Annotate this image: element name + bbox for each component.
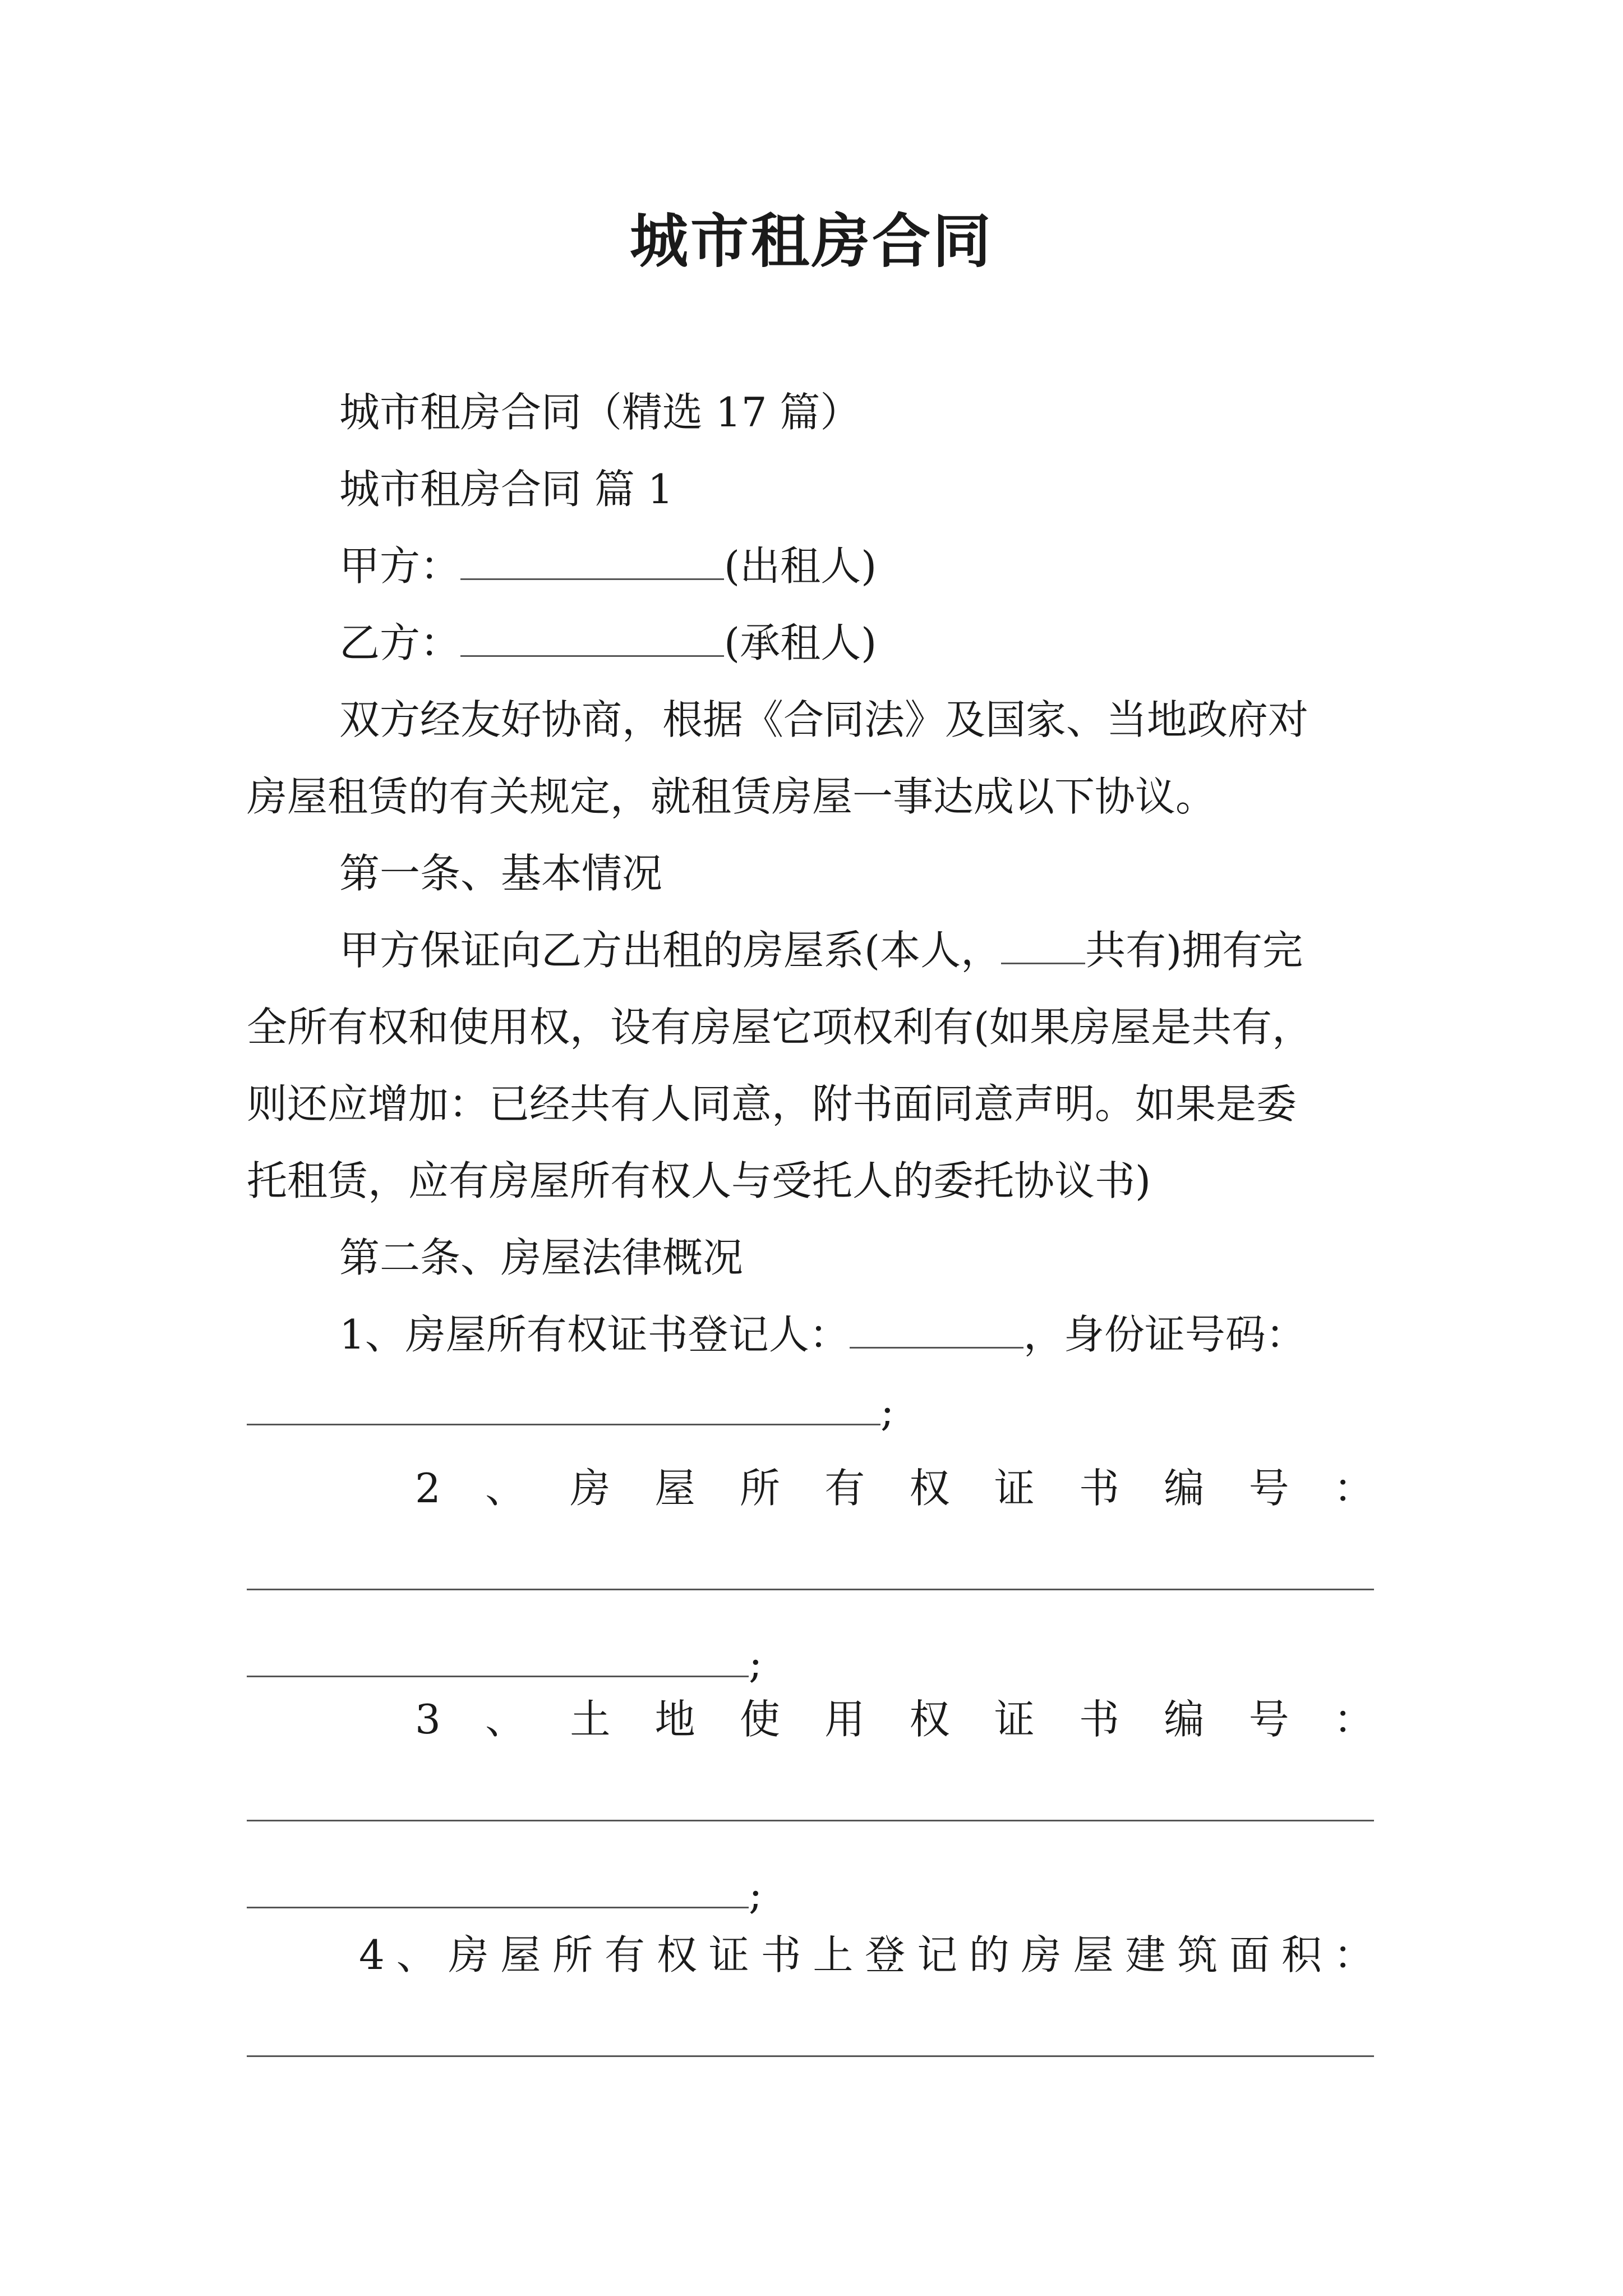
item-4-char: 权 bbox=[656, 1931, 697, 1978]
party-a-line bbox=[247, 535, 1374, 597]
item-2-char: 所 bbox=[739, 1465, 780, 1512]
item-4-char: 积 bbox=[1281, 1931, 1322, 1978]
article-1-heading: 第一条、基本情况 bbox=[339, 850, 663, 897]
item-4-char: 4 bbox=[359, 1931, 385, 1978]
item-4-char: 、 bbox=[396, 1931, 437, 1978]
item-4-char: 屋 bbox=[500, 1931, 541, 1978]
item-3-char: 用 bbox=[824, 1696, 865, 1743]
registrant-blank bbox=[850, 1308, 1023, 1349]
item-2-blank-rule bbox=[247, 1589, 1374, 1590]
party-a-role: (出租人) bbox=[724, 542, 877, 590]
item-2-char: 有 bbox=[824, 1465, 865, 1512]
party-b-role: (承租人) bbox=[724, 619, 877, 666]
item-4-char: 房 bbox=[448, 1931, 489, 1978]
item-3-char: 证 bbox=[994, 1696, 1035, 1743]
item-2-char: 屋 bbox=[654, 1465, 695, 1512]
party-b-label: 乙方： bbox=[339, 619, 461, 666]
item-3-char: 编 bbox=[1164, 1696, 1205, 1743]
item-3-line bbox=[247, 1688, 1374, 1750]
item-4-char: 登 bbox=[865, 1931, 906, 1978]
item-3-char: 书 bbox=[1079, 1696, 1120, 1743]
item-4-char: 屋 bbox=[1073, 1931, 1114, 1978]
item-4-char: ： bbox=[1333, 1931, 1374, 1978]
document-title: 城市租房合同 bbox=[629, 206, 993, 275]
item-4-char: 证 bbox=[708, 1931, 749, 1978]
item-2-end-line bbox=[247, 1632, 1374, 1694]
party-b-blank bbox=[460, 616, 724, 657]
id-number-line bbox=[247, 1381, 1374, 1442]
item-2-line bbox=[247, 1457, 1374, 1519]
item-4-char: 建 bbox=[1125, 1931, 1166, 1978]
item-4-char: 面 bbox=[1229, 1931, 1270, 1978]
party-b-line bbox=[247, 612, 1374, 674]
item-4-blank-rule bbox=[247, 2055, 1374, 2057]
item-2-char: 、 bbox=[485, 1465, 526, 1512]
item-4-char: 的 bbox=[969, 1931, 1009, 1978]
intro-line-2: 房屋租赁的有关规定，就租赁房屋一事达成以下协议。 bbox=[247, 773, 1216, 820]
document-subtitle: 城市租房合同（精选 17 篇） bbox=[339, 389, 861, 436]
item-2-blank-end bbox=[247, 1636, 749, 1677]
item-2-char: 书 bbox=[1079, 1465, 1120, 1512]
item-4-char: 所 bbox=[552, 1931, 593, 1978]
item-2-char: 权 bbox=[909, 1465, 950, 1512]
item-3-char: 地 bbox=[654, 1696, 695, 1743]
item-3-char: 、 bbox=[485, 1696, 526, 1743]
item-3-char: 3 bbox=[415, 1696, 441, 1743]
item-3-end-line bbox=[247, 1864, 1374, 1925]
item-4-char: 上 bbox=[813, 1931, 854, 1978]
item-4-char: 有 bbox=[605, 1931, 645, 1978]
item-1-line bbox=[247, 1304, 1374, 1365]
item-4-char: 房 bbox=[1021, 1931, 1062, 1978]
semicolon: ; bbox=[880, 1388, 895, 1435]
item-2-char: 证 bbox=[994, 1465, 1035, 1512]
item-3-blank-rule bbox=[247, 1820, 1374, 1821]
article-1-line-1 bbox=[247, 919, 1374, 981]
article-1-line-4: 托租赁，应有房屋所有权人与受托人的委托协议书) bbox=[247, 1157, 1151, 1204]
item-3-char: 使 bbox=[739, 1696, 780, 1743]
item-2-char: 房 bbox=[570, 1465, 611, 1512]
article-1-text-b: 共有)拥有完 bbox=[1085, 927, 1303, 974]
article-1-text-a: 甲方保证向乙方出租的房屋系(本人， bbox=[339, 927, 1002, 974]
item-3-char: 权 bbox=[909, 1696, 950, 1743]
item-1-text-a: 1、房屋所有权证书登记人： bbox=[339, 1311, 850, 1358]
semicolon: ; bbox=[749, 1871, 763, 1918]
item-3-char: ： bbox=[1333, 1696, 1374, 1743]
id-number-blank bbox=[247, 1384, 880, 1425]
semicolon: ; bbox=[749, 1640, 763, 1687]
item-3-char: 土 bbox=[570, 1696, 611, 1743]
item-1-text-b: ，身份证号码： bbox=[1023, 1311, 1306, 1358]
item-2-char: 编 bbox=[1164, 1465, 1205, 1512]
co-owner-blank bbox=[1001, 923, 1085, 964]
item-4-char: 记 bbox=[917, 1931, 958, 1978]
item-4-char: 书 bbox=[760, 1931, 801, 1978]
item-2-char: 号 bbox=[1248, 1465, 1289, 1512]
item-4-line bbox=[247, 1924, 1374, 1986]
party-a-label: 甲方： bbox=[339, 542, 461, 590]
item-4-char: 筑 bbox=[1177, 1931, 1218, 1978]
party-a-blank bbox=[460, 539, 724, 580]
item-2-char: 2 bbox=[415, 1465, 441, 1512]
section-heading: 城市租房合同 篇 1 bbox=[339, 466, 674, 513]
article-2-heading: 第二条、房屋法律概况 bbox=[339, 1234, 744, 1281]
item-3-char: 号 bbox=[1248, 1696, 1289, 1743]
article-1-line-3: 则还应增加：已经共有人同意，附书面同意声明。如果是委 bbox=[247, 1080, 1297, 1128]
article-1-line-2: 全所有权和使用权，设有房屋它项权利有(如果房屋是共有， bbox=[247, 1004, 1313, 1051]
intro-line-1: 双方经友好协商，根据《合同法》及国家、当地政府对 bbox=[339, 696, 1309, 743]
item-2-char: ： bbox=[1333, 1465, 1374, 1512]
item-3-blank-end bbox=[247, 1867, 749, 1908]
